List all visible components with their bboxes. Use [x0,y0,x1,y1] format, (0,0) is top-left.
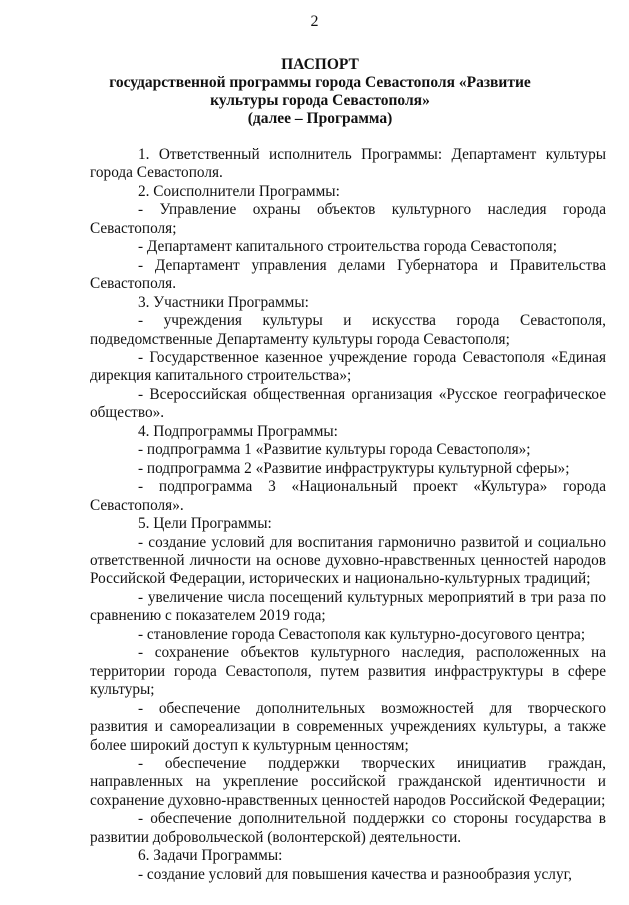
list-item: - Департамент управления делами Губернатора и Правительства Севастополя. [90,256,606,293]
list-item: - подпрограмма 2 «Развитие инфраструктуры культурной сферы»; [138,459,570,477]
page-number: 2 [310,13,319,30]
list-item: - обеспечение поддержки творческих инициатив граждан, направленных на укрепление российской гражданской идентичности и сохранение духовно-нравственных ценностей народов Российской Федерации; [90,754,606,809]
list-item: - подпрограмма 1 «Развитие культуры города Севастополя»; [138,441,531,459]
list-item: - увеличение числа посещений культурных мероприятий в три раза по сравнению с показателем 2019 года; [90,588,606,625]
document-title: ПАСПОРТ [281,56,359,73]
list-item: - создание условий для воспитания гармонично развитой и социально ответственной личности на основе духовно-нравственных ценностей народов Российской Федерации, исторических и национально-культурных традиций; [90,533,606,588]
document-subtitle-line: государственной программы города Севастополя «Развитие [109,74,531,91]
section-heading: 2. Соисполнители Программы: [138,182,340,200]
section-heading: 3. Участники Программы: [138,293,309,311]
list-item: - подпрограмма 3 «Национальный проект «Культура» города Севастополя». [90,478,606,514]
list-item: - Государственное казенное учреждение города Севастополя «Единая дирекция капитального строительства»; [90,348,606,385]
list-item: - Департамент капитального строительства города Севастополя; [138,238,557,256]
list-item: - Всероссийская общественная организация «Русское географическое общество». [90,385,606,422]
paragraph: 1. Ответственный исполнитель Программы: Департамент культуры города Севастополя. [90,146,606,182]
document-header [90,56,550,128]
section-heading: 6. Задачи Программы: [138,847,283,865]
list-item: - сохранение объектов культурного наследия, расположенных на территории города Севастополя, путем развития инфраструктуры в сфере культуры; [90,644,606,699]
list-item: - создание условий для повышения качества и разнообразия услуг, [138,865,572,883]
list-item: - становление города Севастополя как культурно-досугового центра; [138,625,586,643]
document-subtitle-line: (далее – Программа) [247,110,393,127]
document-subtitle-line: культуры города Севастополя» [210,92,430,109]
document-body [90,146,606,884]
list-item: - обеспечение дополнительной поддержки со стороны государства в развитии добровольческой (волонтерской) деятельности. [90,810,606,846]
section-heading: 4. Подпрограммы Программы: [138,422,338,440]
list-item: - учреждения культуры и искусства города Севастополя, подведомственные Департаменту культуры города Севастополя; [90,312,606,348]
section-heading: 5. Цели Программы: [138,515,272,533]
list-item: - обеспечение дополнительных возможностей для творческого развития и самореализации в современных учреждениях культуры, а также более широкий доступ к культурным ценностям; [90,699,606,754]
list-item: - Управление охраны объектов культурного наследия города Севастополя; [90,201,606,237]
